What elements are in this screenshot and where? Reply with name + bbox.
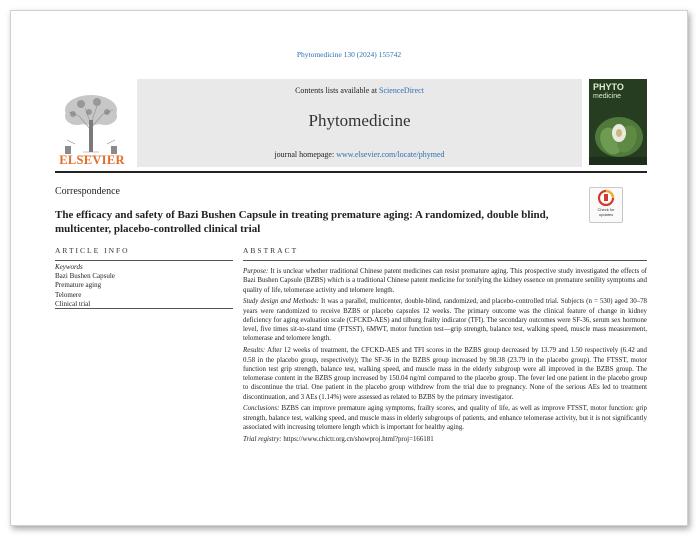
cover-title-line2: medicine bbox=[593, 93, 622, 100]
trial-registry-link[interactable]: https://www.chictr.org.cn/showproj.html?proj=166181 bbox=[283, 435, 434, 443]
registry-label: Trial registry: bbox=[243, 435, 282, 443]
article-title: The efficacy and safety of Bazi Bushen Capsule in treating premature aging: A randomized, double blind, multicenter, placebo-controlled clinical trial bbox=[55, 209, 549, 235]
journal-homepage bbox=[137, 150, 582, 159]
article-section-type: Correspondence bbox=[55, 186, 120, 197]
results-text: After 12 weeks of treatment, the CFCKD-AES and TFI scores in the BZBS group decreased by 13.79 and 1.50 respectively (6.42 and 0.58 in the placebo group, respectively); The SF-36 in the BZBS group increased by 98.38 (23.79 in the placebo group). The FTSST, motor function test grip strength, balance test, walking speed, and muscle mass in the elderly subgroup were all improved in the BZBS group. The telomerase content in the BZBS group increased by 150.04 ng/ml compared to the placebo group. The fever led one patient in the placebo group to discontinue the trial. One patient in the placebo group withdrew from the trial due to pregnancy. None of the serious AEs led to treatment discontinuation, and 3 AEs (1.14%) were assessed as related to BZBS by the primary investigator. bbox=[243, 347, 648, 401]
abstract-heading: ABSTRACT bbox=[243, 246, 299, 255]
abstract-registry bbox=[243, 435, 647, 444]
cover-title-line1: PHYTO bbox=[593, 82, 624, 92]
conclusions-label: Conclusions: bbox=[243, 405, 280, 413]
article-page bbox=[10, 10, 688, 526]
keywords-heading: Keywords bbox=[55, 263, 83, 271]
purpose-text: It is unclear whether traditional Chinese patent medicines can resist premature aging. This prospective study investigated the effects of Bazi Bushen Capsule (BZBS) which is a traditional Chinese patent medicine for tonifying the kidney essence on premature senility symptoms and quality of life, telomerase activity and telomere length. bbox=[243, 268, 647, 294]
journal-cover-image bbox=[589, 79, 647, 165]
keyword-item: Premature aging bbox=[55, 281, 102, 290]
journal-homepage-link[interactable]: www.elsevier.com/locate/phymed bbox=[336, 150, 445, 159]
methods-text: It was a parallel, multicenter, double-blind, randomized, and placebo-controlled trial. Subjects (n = 530) aged 30–78 years were randomized to receive BZBS or placebo capsules 12 weeks. The primary outcome was the clinical feature of change in kidney deficiency for aging evaluation scale (CFCKD-AES) and tilburg frailty indicator (TFI). The secondary outcomes were SF-36, serum sex hormone level, five times sit-to-stand time (FTSST), 6MWT, motor function test—grip strength, balance test, walking speed, muscle mass measurement, telomerase and telomere length. bbox=[243, 298, 647, 343]
keyword-item: Clinical trial bbox=[55, 299, 91, 308]
cover-title bbox=[593, 83, 624, 101]
check-for-updates-button[interactable] bbox=[589, 187, 623, 223]
sciencedirect-link[interactable]: ScienceDirect bbox=[379, 86, 424, 95]
abstract-results bbox=[243, 346, 647, 402]
results-label: Results: bbox=[243, 347, 266, 355]
contents-availability bbox=[137, 86, 582, 95]
homepage-prefix: journal homepage: bbox=[274, 150, 337, 159]
keyword-item: Bazi Bushen Capsule bbox=[55, 272, 115, 281]
elsevier-wordmark: ELSEVIER bbox=[59, 153, 125, 167]
check-for-updates-line1: Check for bbox=[597, 207, 615, 212]
abstract-divider bbox=[243, 260, 647, 261]
contents-prefix: Contents lists available at bbox=[295, 86, 380, 95]
check-for-updates-label bbox=[590, 208, 622, 217]
keyword-item: Telomere bbox=[55, 290, 82, 299]
article-info-divider bbox=[55, 260, 233, 261]
abstract-body bbox=[243, 267, 647, 447]
article-info-heading: ARTICLE INFO bbox=[55, 246, 130, 255]
check-for-updates-line2: updates bbox=[598, 211, 614, 217]
purpose-label: Purpose: bbox=[243, 268, 269, 275]
methods-label: Study design and Methods: bbox=[243, 298, 319, 306]
abstract-methods bbox=[243, 297, 647, 343]
abstract-conclusions bbox=[243, 404, 647, 432]
keywords-block bbox=[55, 263, 115, 309]
conclusions-text: BZBS can improve premature aging symptoms, frailty scores, and quality of life, as well as improve FTSST, motor function: grip strength, balance test, walking speed, and muscle mass in elderly subgroups of patients, and enhance telomerase activity, but it is not significantly associated with increasing telomere length which is important for healthy aging. bbox=[243, 405, 647, 431]
journal-banner bbox=[137, 79, 582, 167]
abstract-purpose bbox=[243, 267, 647, 295]
keywords-divider bbox=[55, 308, 233, 309]
journal-citation-link[interactable]: Phytomedicine 130 (2024) 155742 bbox=[296, 50, 402, 59]
journal-name: Phytomedicine bbox=[308, 111, 411, 130]
header-divider bbox=[55, 171, 647, 173]
check-for-updates-icon bbox=[590, 189, 622, 209]
